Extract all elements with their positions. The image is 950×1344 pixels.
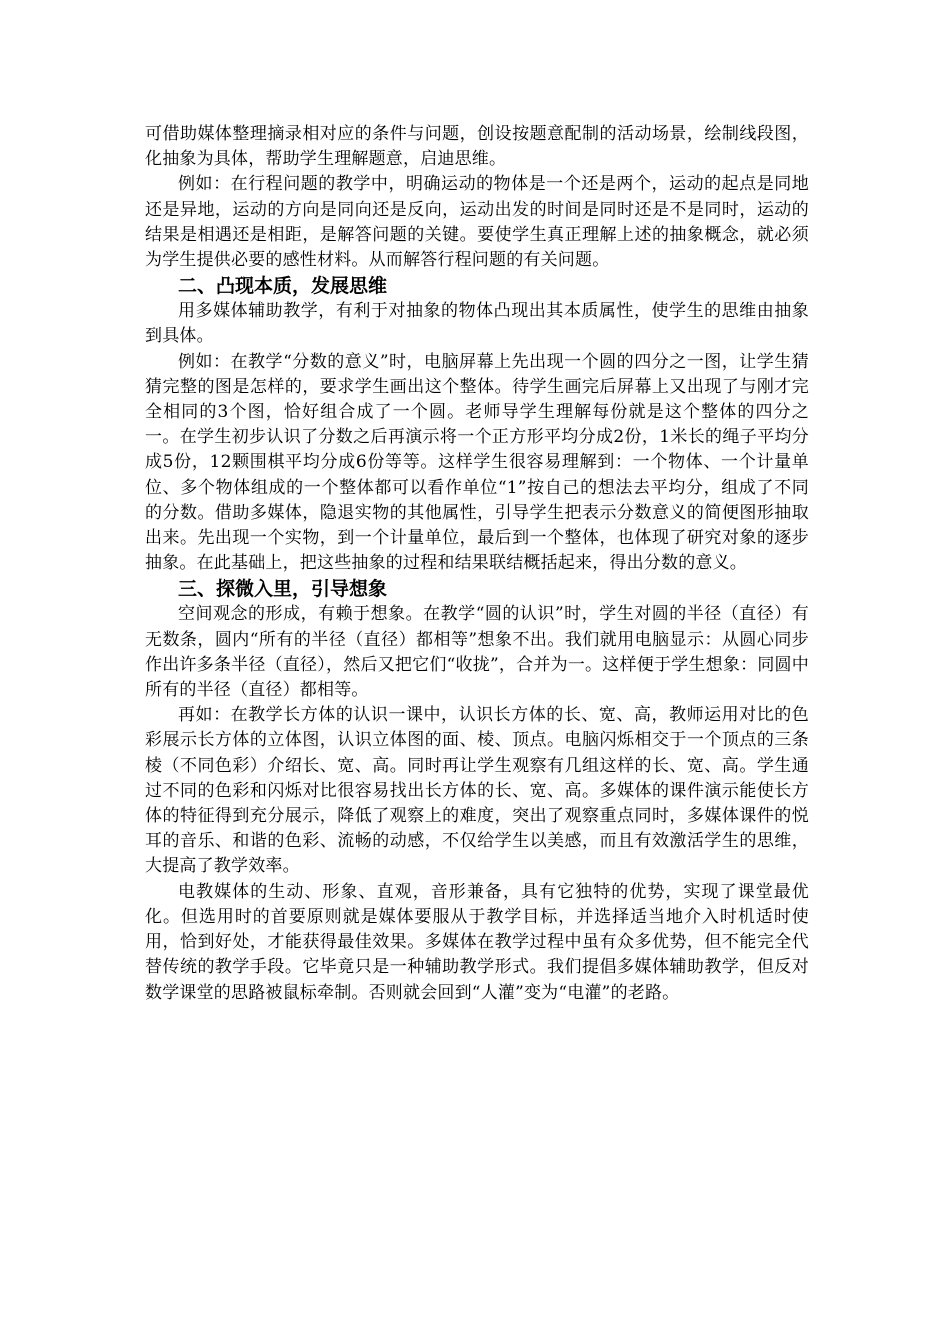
heading-section-3: 三、探微入里，引导想象 [178,578,388,601]
paragraph-media-organize: 可借助媒体整理摘录相对应的条件与问题，创设按题意配制的活动场景，绘制线段图，化抽象为具体，帮助学生理解题意，启迪思维。 [145,124,809,170]
paragraph-fraction-example: 例如：在教学“分数的意义”时，电脑屏幕上先出现一个圆的四分之一图，让学生猜猜完整的图是怎样的，要求学生画出这个整体。待学生画完后屏幕上又出现了与刚才完全相同的3个图，恰好组合成了一个圆。老师导学生理解每份就是这个整体的四分之一。在学生初步认识了分数之后再演示将一个正方形平均分成2份，1米长的绳子平均分成5份，12颗围棋平均分成6份等等。这样学生很容易理解到：一个物体、一个计量单位、多个物体组成的一个整体都可以看作单位“1”按自己的想法去平均分，组成了不同的分数。借助多媒体，隐退实物的其他属性，引导学生把表示分数意义的简便图形抽取出来。先出现一个实物，到一个计量单位，最后到一个整体，也体现了研究对象的逐步抽象。在此基础上，把这些抽象的过程和结果联结概括起来，得出分数的意义。 [145,351,809,574]
paragraph-cuboid-example: 再如：在教学长方体的认识一课中，认识长方体的长、宽、高，教师运用对比的色彩展示长方体的立体图，认识立体图的面、棱、顶点。电脑闪烁相交于一个顶点的三条棱（不同色彩）介绍长、宽、高。同时再让学生观察有几组这样的长、宽、高。学生通过不同的色彩和闪烁对比很容易找出长方体的长、宽、高。多媒体的课件演示能使长方体的特征得到充分展示，降低了观察上的难度，突出了观察重点同时，多媒体课件的悦耳的音乐、和谐的色彩、流畅的动感，不仅给学生以美感，而且有效激活学生的思维，大提高了教学效率。 [145,705,809,877]
document-page [145,122,809,1006]
paragraph-circle-example: 空间观念的形成，有赖于想象。在教学“圆的认识”时，学生对圆的半径（直径）有无数条，圆内“所有的半径（直径）都相等”想象不出。我们就用电脑显示：从圆心同步作出许多条半径（直径），然后又把它们“收拢”，合并为一。这样便于学生想象：同圆中所有的半径（直径）都相等。 [145,604,809,701]
paragraph-travel-example: 例如：在行程问题的教学中，明确运动的物体是一个还是两个，运动的起点是同地还是异地，运动的方向是同向还是反向，运动出发的时间是同时还是不是同时，运动的结果是相遇还是相距，是解答问题的关键。要使学生真正理解上述的抽象概念，就必须为学生提供必要的感性材料。从而解答行程问题的有关问题。 [145,174,809,271]
paragraph-conclusion: 电教媒体的生动、形象、直观，音形兼备，具有它独特的优势，实现了课堂最优化。但选用时的首要原则就是媒体要服从于教学目标，并选择适当地介入时机适时使用，恰到好处，才能获得最佳效果。多媒体在教学过程中虽有众多优势，但不能完全代替传统的教学手段。它毕竟只是一种辅助教学形式。我们提倡多媒体辅助教学，但反对数学课堂的思路被鼠标牵制。否则就会回到“人灌”变为“电灌”的老路。 [145,881,809,1003]
heading-section-2: 二、凸现本质，发展思维 [178,275,388,298]
paragraph-multimedia-essence: 用多媒体辅助教学，有利于对抽象的物体凸现出其本质属性，使学生的思维由抽象到具体。 [145,301,809,347]
